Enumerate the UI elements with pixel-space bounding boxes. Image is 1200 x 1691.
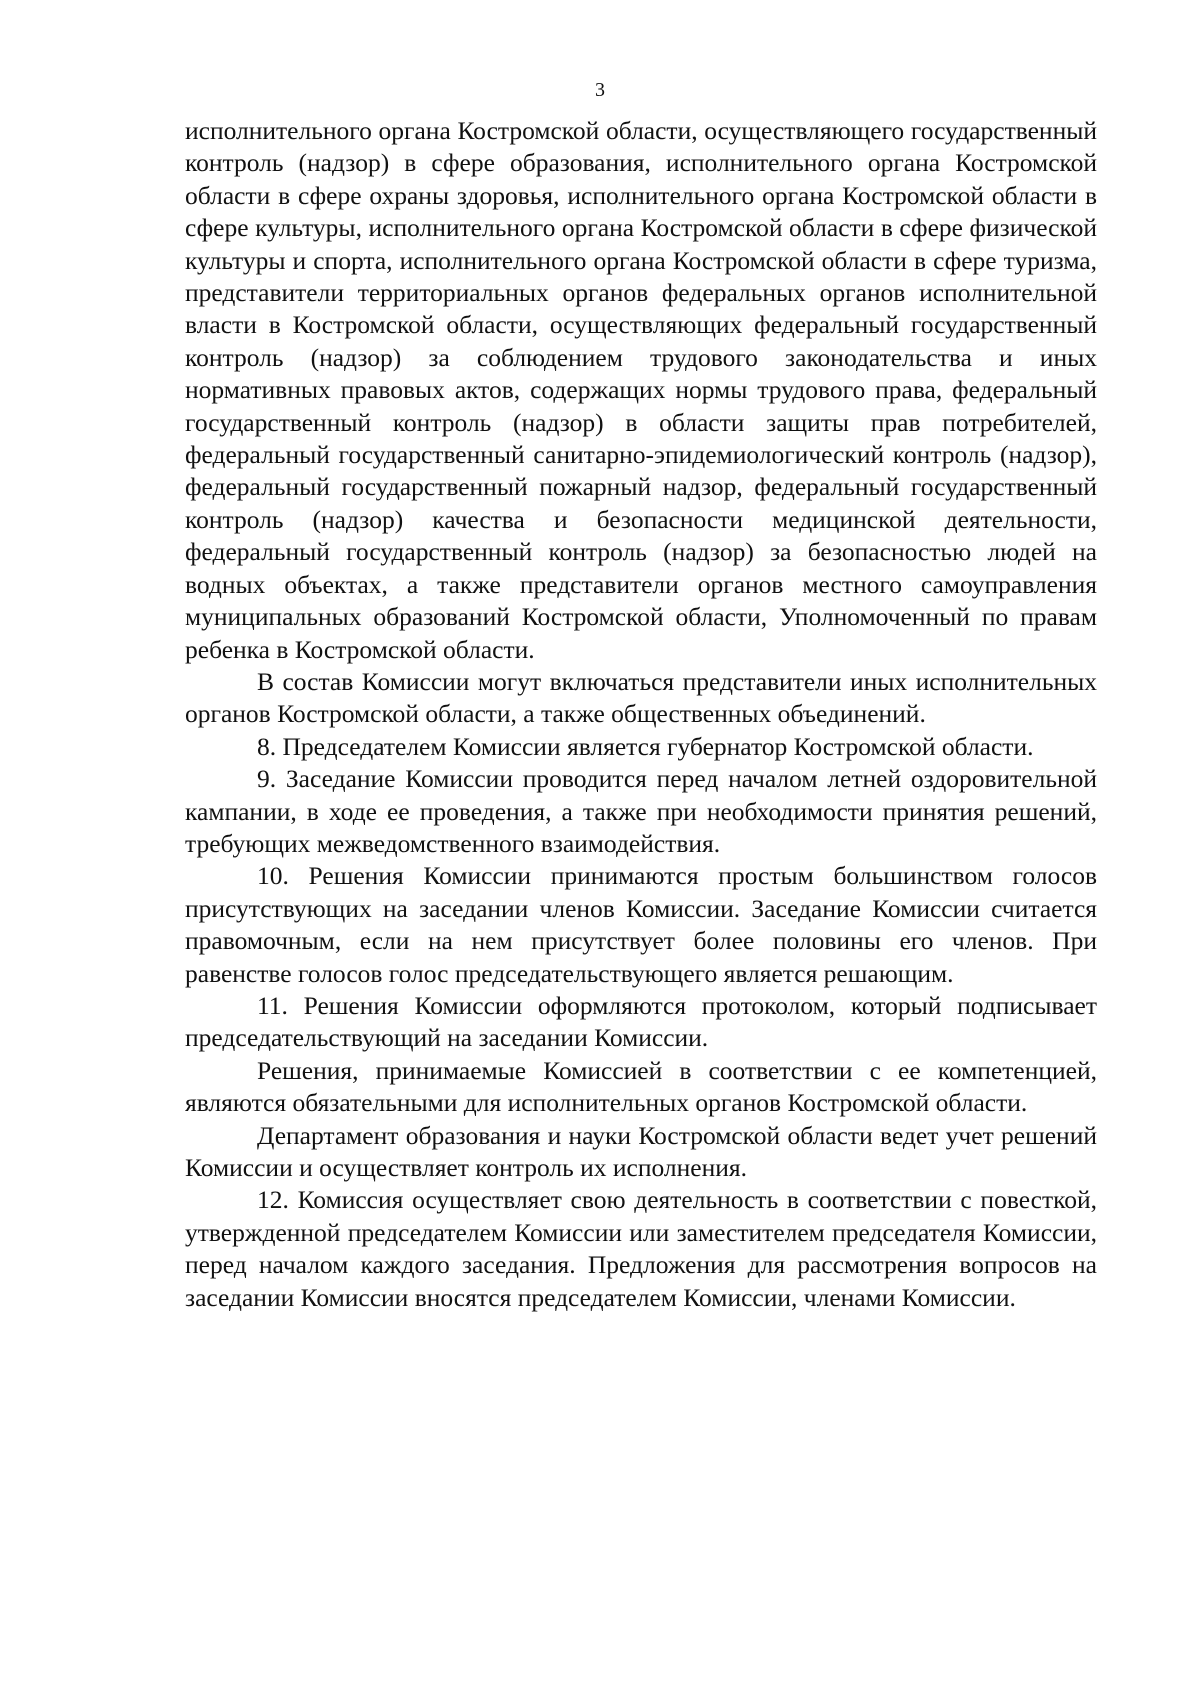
paragraph-item-8: 8. Председателем Комиссии является губернатор Костромской области. [257,731,1034,761]
document-body [185,115,1097,1314]
page-number: 3 [595,79,605,101]
paragraph-item-11: 11. Решения Комиссии оформляются протоколом, который подписывает председательствующий на заседании Комиссии. [185,990,1097,1053]
paragraph-composition: В состав Комиссии могут включаться представители иных исполнительных органов Костромской области, а также общественных объединений. [185,666,1097,729]
paragraph-item-12: 12. Комиссия осуществляет свою деятельность в соответствии с повесткой, утвержденной председателем Комиссии или заместителем председателя Комиссии, перед началом каждого заседания. Предложения для рассмотрения вопросов на заседании Комиссии вносятся председателем Комиссии, членами Комиссии. [185,1185,1097,1312]
paragraph-item-9: 9. Заседание Комиссии проводится перед началом летней оздоровительной кампании, в ходе ее проведения, а также при необходимости принятия решений, требующих межведомственного взаимодействия. [185,764,1097,858]
paragraph-department-control: Департамент образования и науки Костромской области ведет учет решений Комиссии и осуществляет контроль их исполнения. [185,1120,1097,1182]
paragraph-item-10: 10. Решения Комиссии принимаются простым большинством голосов присутствующих на заседании членов Комиссии. Заседание Комиссии считается правомочным, если на нем присутствует более половины его членов. При равенстве голосов голос председательствующего является решающим. [185,861,1097,988]
paragraph-decisions-binding: Решения, принимаемые Комиссией в соответствии с ее компетенцией, являются обязательными для исполнительных органов Костромской области. [185,1055,1097,1118]
paragraph-continuation: исполнительного органа Костромской области, осуществляющего государственный контроль (надзор) в сфере образования, исполнительного органа Костромской области в сфере охраны здоровья, исполнительного органа Костромской области в сфере культуры, исполнительного органа Костромской области в сфере физической культуры и спорта, исполнительного органа Костромской области в сфере туризма, представители территориальных органов федеральных органов исполнительной власти в Костромской области, осуществляющих федеральный государственный контроль (надзор) за соблюдением трудового законодательства и иных нормативных правовых актов, содержащих нормы трудового права, федеральный государственный контроль (надзор) в области защиты прав потребителей, федеральный государственный санитарно-эпидемиологический контроль (надзор), федеральный государственный пожарный надзор, федеральный государственный контроль (надзор) качества и безопасности медицинской деятельности, федеральный государственный контроль (надзор) за безопасностью людей на водных объектах, а также представители органов местного самоуправления муниципальных образований Костромской области, Уполномоченный по правам ребенка в Костромской области. [185,116,1097,664]
